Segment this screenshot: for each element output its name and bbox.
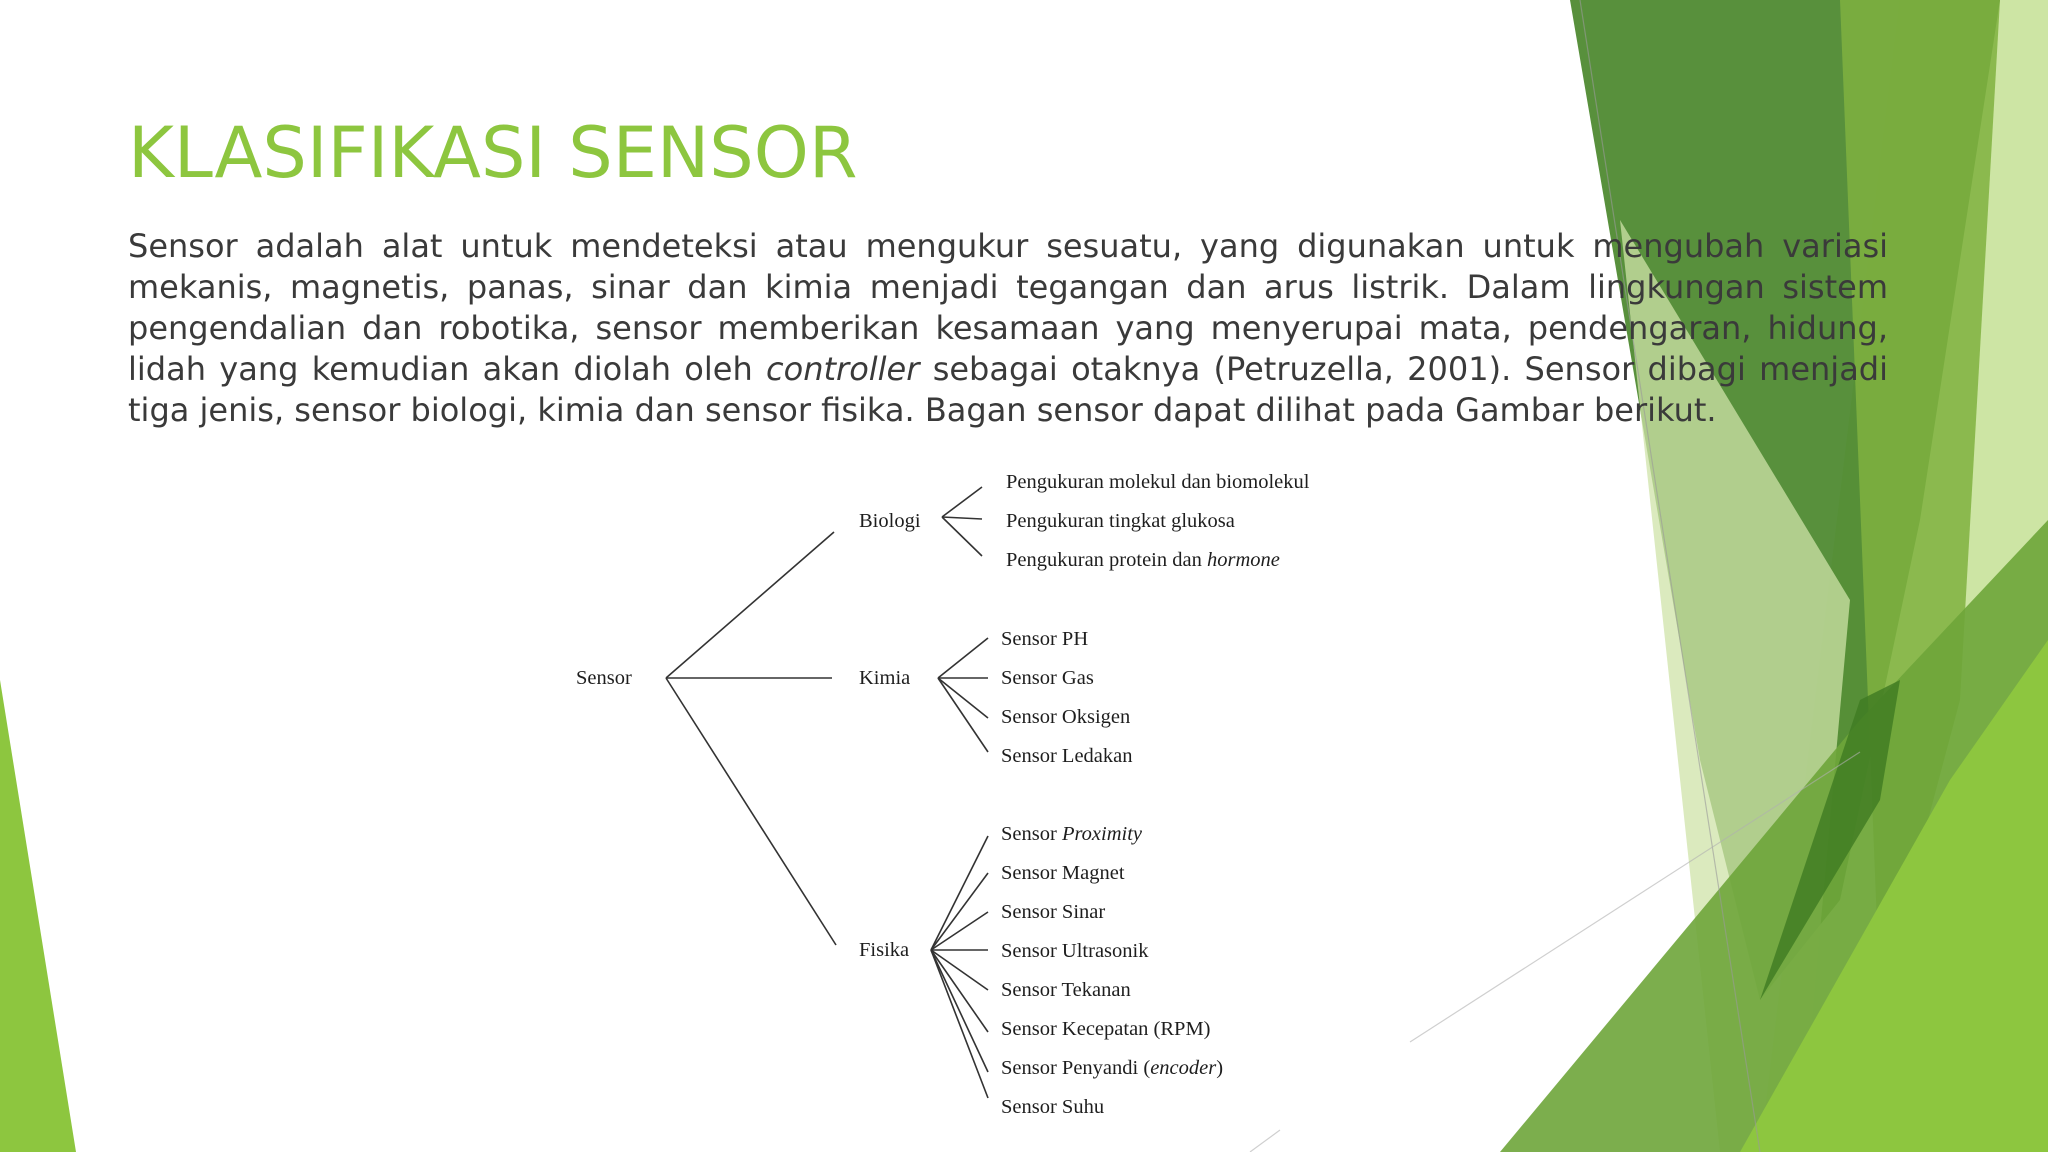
leaf-label-biologi-2: Pengukuran tingkat glukosa	[1006, 510, 1235, 532]
leaf-label-fisika-1: Sensor Proximity	[1001, 823, 1143, 845]
leaf-label-fisika-4: Sensor Ultrasonik	[1001, 940, 1149, 962]
root-edge-fisika	[666, 678, 836, 945]
leaf-edge-fisika-7	[931, 950, 988, 1072]
root-edge-biologi	[666, 532, 834, 678]
leaf-label-fisika-5: Sensor Tekanan	[1001, 979, 1131, 1001]
leaf-edge-kimia-3	[938, 678, 988, 718]
leaf-edge-fisika-1	[931, 836, 988, 950]
branch-label-fisika: Fisika	[859, 939, 910, 961]
leaf-label-fisika-7: Sensor Penyandi (encoder)	[1001, 1057, 1224, 1079]
leaf-edge-biologi-2	[942, 517, 982, 519]
tree-root-label: Sensor	[576, 667, 632, 689]
leaf-edge-biologi-3	[942, 517, 982, 556]
leaf-label-kimia-2: Sensor Gas	[1001, 667, 1094, 689]
leaf-edge-fisika-8	[931, 950, 988, 1098]
leaf-label-kimia-3: Sensor Oksigen	[1001, 706, 1131, 728]
leaf-edge-kimia-1	[938, 638, 988, 678]
leaf-edge-kimia-4	[938, 678, 988, 752]
leaf-label-kimia-1: Sensor PH	[1001, 628, 1089, 650]
leaf-label-fisika-6: Sensor Kecepatan (RPM)	[1001, 1018, 1211, 1040]
leaf-label-fisika-3: Sensor Sinar	[1001, 901, 1106, 923]
leaf-edge-biologi-1	[942, 487, 982, 517]
leaf-label-fisika-2: Sensor Magnet	[1001, 862, 1125, 884]
leaf-label-biologi-3: Pengukuran protein dan hormone	[1006, 549, 1280, 571]
leaf-label-kimia-4: Sensor Ledakan	[1001, 745, 1133, 767]
leaf-edge-fisika-6	[931, 950, 988, 1032]
paragraph-part-2: sebagai otaknya (Petruzella, 2001). Sensor dibagi menjadi tiga jenis, sensor biologi, kimia dan sensor fisika. Bagan sensor dapat dilihat pada Gambar berikut.	[128, 350, 1889, 429]
paragraph-emphasis: controller	[766, 350, 920, 388]
slide-title: KLASIFIKASI SENSOR	[128, 112, 858, 194]
leaf-label-biologi-1: Pengukuran molekul dan biomolekul	[1006, 471, 1310, 493]
leaf-edge-fisika-3	[931, 912, 988, 950]
leaf-label-fisika-8: Sensor Suhu	[1001, 1096, 1105, 1118]
paragraph-part-1: Sensor adalah alat untuk mendeteksi atau mengukur sesuatu, yang digunakan untuk mengubah variasi mekanis, magnetis, panas, sinar dan kimia menjadi tegangan dan arus listrik. Dalam lingkungan sistem pengendalian dan robotika, sensor memberikan kesamaan yang menyerupai mata, pendengaran, hidung, lidah yang kemudian akan diolah oleh	[128, 227, 1888, 388]
branch-label-kimia: Kimia	[859, 667, 911, 689]
leaf-edge-fisika-2	[931, 873, 988, 950]
branch-label-biologi: Biologi	[859, 510, 921, 532]
